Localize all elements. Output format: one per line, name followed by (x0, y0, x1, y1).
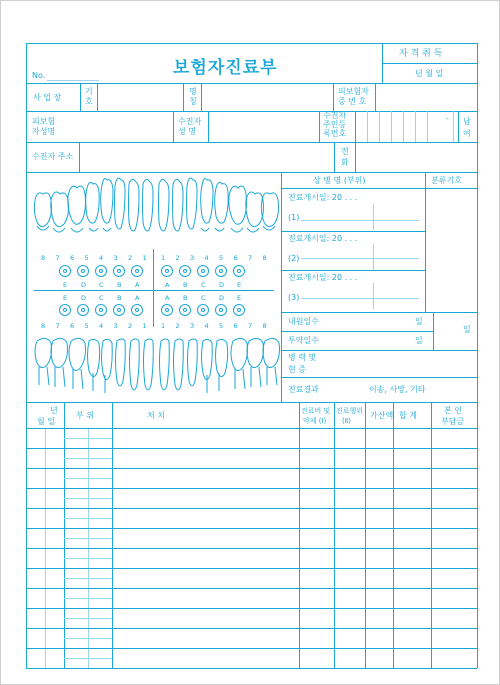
v (334, 142, 335, 172)
insured-cert-label-2: 증 번 호 (338, 97, 367, 106)
v (367, 111, 368, 142)
deciduous-letter: A (165, 281, 170, 289)
deciduous-tooth-circle[interactable] (161, 265, 173, 277)
symbol-label-1: 기 (85, 87, 93, 96)
address-label: 수진자 주소 (32, 152, 74, 161)
site-quadrant-line (64, 558, 112, 559)
table-row-line (26, 508, 477, 509)
deciduous-tooth-circle[interactable] (59, 304, 71, 316)
tooth-number: 4 (99, 254, 104, 262)
diagnosis-heading: 상 병 명 (부위) (313, 176, 366, 185)
tooth-number: 5 (84, 322, 89, 330)
tooth-number: 1 (161, 322, 166, 330)
v (373, 204, 374, 230)
tooth-number: 5 (219, 254, 224, 262)
site-quadrant-line (64, 498, 112, 499)
midline (153, 249, 154, 327)
deciduous-tooth-circle[interactable] (95, 265, 107, 277)
tooth-number: 7 (55, 322, 60, 330)
deciduous-letter: D (219, 281, 225, 289)
deciduous-letter: C (201, 281, 206, 289)
site-quadrant-line (64, 518, 112, 519)
tooth-number: 6 (233, 254, 238, 262)
v (379, 111, 380, 142)
v (333, 83, 334, 111)
v (391, 111, 392, 142)
site-quadrant-line (64, 538, 112, 539)
table-row-line (26, 668, 477, 669)
diagnosis-line-1[interactable] (301, 220, 419, 221)
deciduous-tooth-circle[interactable] (233, 265, 245, 277)
v (183, 83, 184, 111)
table-row-line (26, 428, 477, 429)
v (373, 283, 374, 309)
deciduous-letter: B (183, 294, 188, 302)
v (79, 142, 80, 172)
col-date-1: 년 (50, 406, 58, 415)
visit-days-unit: 일 (415, 317, 423, 326)
row-line (281, 377, 477, 378)
col-date-2: 월 일 (37, 417, 55, 426)
deciduous-letter: D (219, 294, 225, 302)
occlusal-plane-line (34, 290, 274, 291)
v (415, 111, 416, 142)
row-line (281, 188, 477, 189)
v (433, 312, 434, 350)
tooth-number: 8 (262, 322, 267, 330)
v (453, 111, 454, 142)
site-quadrant-line (64, 578, 112, 579)
tooth-number: 1 (142, 254, 147, 262)
tooth-number: 7 (248, 254, 253, 262)
tooth-number: 4 (204, 254, 209, 262)
tooth-number: 4 (99, 322, 104, 330)
phone-label-1: 전 (341, 147, 349, 156)
v (173, 111, 174, 142)
deciduous-tooth-circle[interactable] (161, 304, 173, 316)
deciduous-tooth-circle[interactable] (113, 304, 125, 316)
deciduous-letter: A (135, 294, 140, 302)
dosing-days-label: 투약일수 (288, 336, 319, 345)
tooth-number: 4 (204, 322, 209, 330)
deciduous-letter: E (63, 294, 68, 302)
site-quadrant-line (64, 618, 112, 619)
col-site: 부 위 (76, 411, 94, 420)
tooth-number: 6 (233, 322, 238, 330)
history-label-1: 병 력 및 (288, 353, 317, 362)
deciduous-tooth-circle[interactable] (215, 304, 227, 316)
v (208, 111, 209, 142)
start-date-3[interactable]: 진료개시일: 20 . . . (288, 273, 358, 282)
result-options[interactable]: 이송, 사망, 기타 (369, 385, 426, 394)
gender-male[interactable]: 남 (463, 117, 471, 126)
deciduous-tooth-circle[interactable] (215, 265, 227, 277)
gender-female[interactable]: 여 (463, 129, 471, 138)
deciduous-tooth-circle[interactable] (233, 304, 245, 316)
tooth-number: 2 (128, 254, 133, 262)
upper-teeth-diagram (31, 176, 281, 244)
site-quadrant-line (64, 658, 112, 659)
frame-right (477, 43, 478, 668)
v (425, 172, 426, 312)
phone-label-2: 화 (341, 158, 349, 167)
qualify-split (382, 63, 477, 64)
resident-no-label-3: 록번호 (323, 129, 347, 138)
tooth-number: 7 (248, 322, 253, 330)
col-copay-1: 본 인 (444, 406, 462, 415)
deciduous-letter: D (81, 281, 87, 289)
resident-no-label-1: 수진자 (323, 111, 347, 120)
workplace-label: 사 업 장 (33, 93, 62, 102)
tooth-number: 3 (190, 322, 195, 330)
tooth-number: 7 (55, 254, 60, 262)
deciduous-letter: E (237, 294, 242, 302)
form-title: 보험자진료부 (173, 58, 278, 78)
row-line (26, 83, 477, 84)
deciduous-letter: B (117, 294, 122, 302)
deciduous-tooth-circle[interactable] (95, 304, 107, 316)
number-label: No. (32, 71, 46, 80)
tooth-number: 6 (70, 254, 75, 262)
row-line (26, 172, 477, 173)
deciduous-tooth-circle[interactable] (77, 304, 89, 316)
chart-divider (281, 172, 282, 402)
table-row-line (26, 648, 477, 649)
col-total: 합 계 (399, 411, 417, 420)
row-line (26, 142, 477, 143)
col-treatment: 처 치 (147, 411, 165, 420)
v (355, 111, 356, 142)
tooth-number: 3 (113, 254, 118, 262)
v (97, 83, 98, 111)
deciduous-tooth-circle[interactable] (113, 265, 125, 277)
resident-no-dash: - (446, 114, 449, 123)
row-line (26, 111, 477, 112)
history-label-2: 현 증 (288, 365, 306, 374)
col-cost1-1: 진료비 및 (301, 407, 331, 415)
class-code-heading: 분류기호 (431, 176, 462, 185)
insured-name-label-2: 자성명 (32, 127, 56, 136)
site-quadrant-line (64, 598, 112, 599)
resident-no-label-2: 주민등 (323, 120, 347, 129)
tooth-number: 1 (161, 254, 166, 262)
table-row-line (26, 468, 477, 469)
site-quadrant-line (64, 438, 112, 439)
qualify-label: 자 격 취 득 (399, 49, 443, 59)
table-row-line (26, 528, 477, 529)
deciduous-tooth-circle[interactable] (131, 265, 143, 277)
row-line (281, 350, 477, 351)
symbol-label-2: 호 (85, 97, 93, 106)
deciduous-letter: C (201, 294, 206, 302)
col-extra: 가산액 (370, 411, 394, 420)
name-label-1: 명 (189, 87, 197, 96)
name-label-2: 칭 (189, 97, 197, 106)
visit-days-label: 내원일수 (288, 317, 319, 326)
deciduous-letter: C (99, 281, 104, 289)
start-date-1[interactable]: 진료개시일: 20 . . . (288, 193, 358, 202)
dosing-days-unit: 일 (415, 336, 423, 345)
v (319, 111, 320, 142)
v (427, 111, 428, 142)
tooth-number: 2 (175, 254, 180, 262)
tooth-number: 6 (70, 322, 75, 330)
tooth-number: 2 (128, 322, 133, 330)
v (201, 83, 202, 111)
qualify-date-label: 년 월 일 (415, 69, 444, 78)
lower-teeth-diagram (31, 331, 281, 397)
diagnosis-item-1: (1) (288, 213, 300, 222)
deciduous-tooth-circle[interactable] (77, 265, 89, 277)
tooth-number: 5 (84, 254, 89, 262)
deciduous-tooth-circle[interactable] (179, 265, 191, 277)
diagnosis-line-3[interactable] (301, 298, 419, 299)
row-line (281, 231, 425, 232)
tooth-number: 2 (175, 322, 180, 330)
col-cost2-1: 진료행위 (336, 407, 364, 415)
table-row-line (26, 488, 477, 489)
table-row-line (26, 628, 477, 629)
diagnosis-line-2[interactable] (301, 258, 419, 259)
v (80, 83, 81, 111)
site-quadrant-line (64, 458, 112, 459)
v (458, 111, 459, 142)
total-days-unit: 일 (463, 325, 471, 334)
deciduous-letter: E (237, 281, 242, 289)
deciduous-letter: C (99, 294, 104, 302)
start-date-2[interactable]: 진료개시일: 20 . . . (288, 234, 358, 243)
tooth-number: 8 (262, 254, 267, 262)
patient-name-label-2: 성 명 (178, 127, 196, 136)
tooth-number: 8 (41, 322, 46, 330)
insured-cert-label-1: 피보험자 (338, 87, 369, 96)
deciduous-tooth-circle[interactable] (197, 265, 209, 277)
number-field-line[interactable] (47, 80, 99, 81)
col-cost2-2: (Ⅱ) (342, 417, 351, 425)
row-line (26, 402, 477, 403)
deciduous-letter: B (117, 281, 122, 289)
deciduous-tooth-circle[interactable] (131, 304, 143, 316)
deciduous-letter: E (63, 281, 68, 289)
frame-top (26, 43, 477, 44)
deciduous-tooth-circle[interactable] (59, 265, 71, 277)
deciduous-letter: A (165, 294, 170, 302)
v (375, 83, 376, 111)
table-row-line (26, 548, 477, 549)
patient-name-label-1: 수진자 (178, 117, 202, 126)
table-row-line (26, 568, 477, 569)
site-quadrant-line (64, 638, 112, 639)
diagnosis-item-3: (3) (288, 293, 300, 302)
deciduous-letter: D (81, 294, 87, 302)
tooth-number: 8 (41, 254, 46, 262)
v (403, 111, 404, 142)
row-line (281, 270, 425, 271)
table-row-line (26, 608, 477, 609)
deciduous-tooth-circle[interactable] (197, 304, 209, 316)
v (373, 244, 374, 270)
site-quadrant-line (64, 478, 112, 479)
tooth-number: 1 (142, 322, 147, 330)
row-line (281, 312, 477, 313)
tooth-number: 3 (113, 322, 118, 330)
col-cost1-2: 약제 (Ⅰ) (303, 417, 327, 425)
diagnosis-item-2: (2) (288, 254, 300, 263)
row-line (281, 331, 433, 332)
deciduous-letter: A (135, 281, 140, 289)
tooth-number: 3 (190, 254, 195, 262)
v (355, 142, 356, 172)
table-row-line (26, 448, 477, 449)
tooth-number: 5 (219, 322, 224, 330)
deciduous-letter: B (183, 281, 188, 289)
deciduous-tooth-circle[interactable] (179, 304, 191, 316)
col-copay-2: 부담금 (441, 417, 465, 426)
insured-name-label-1: 피보험 (32, 117, 56, 126)
frame-left (26, 43, 27, 668)
table-row-line (26, 588, 477, 589)
result-label: 진료결과 (288, 385, 319, 394)
